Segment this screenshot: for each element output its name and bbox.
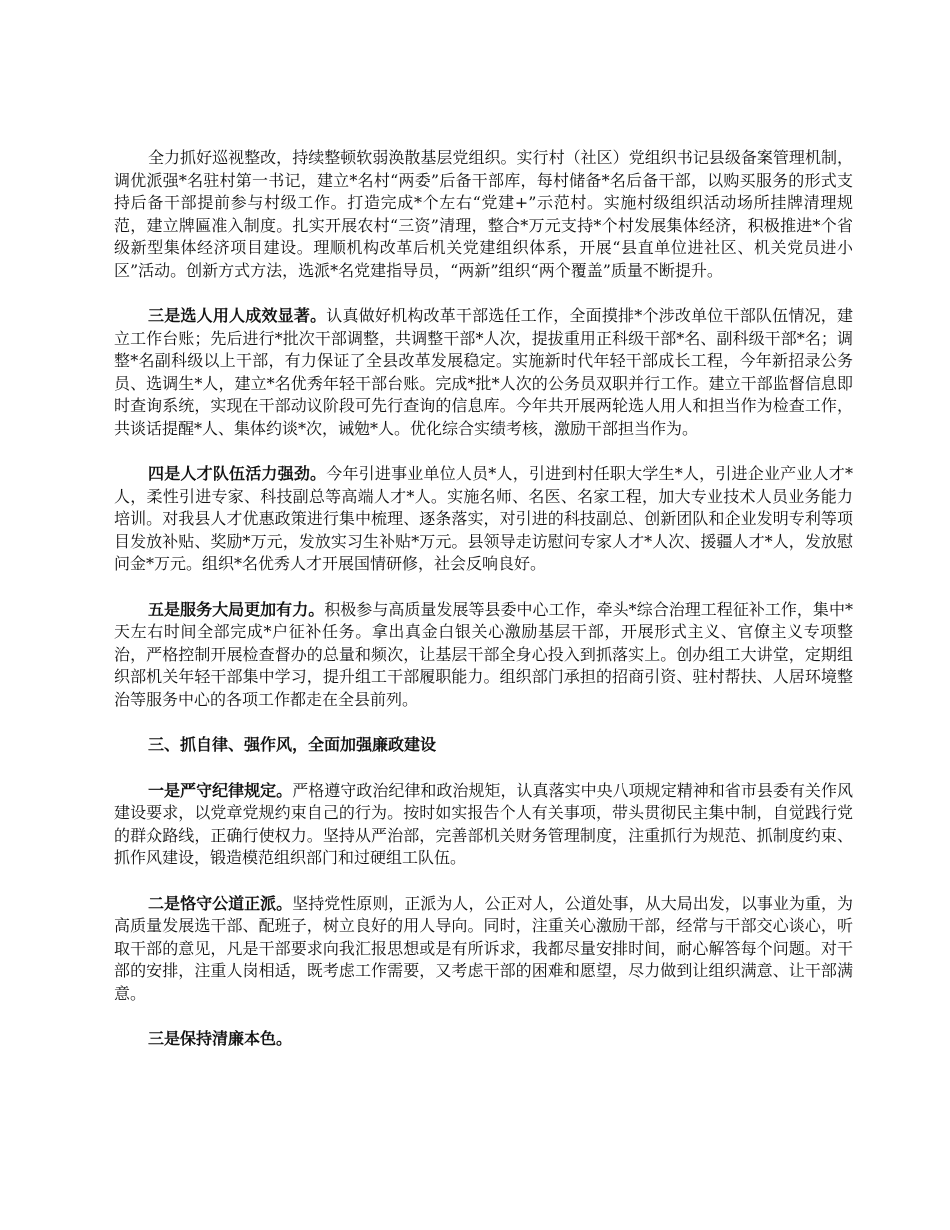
- paragraph-selection: [114, 305, 853, 440]
- paragraph-lead: 三是保持清廉本色。: [148, 1029, 293, 1048]
- paragraph-body: 全力抓好巡视整改，持续整顿软弱涣散基层党组织。实行村（社区）党组织书记县级备案管理机制，调优派强*名驻村第一书记，建立*名村“两委”后备干部库，每村储备*名后备干部，以购买服务的形式支持后备干部提前参与村级工作。打造完成*个左右“党建+”示范村。实施村级组织活动场所挂牌清理规范，建立牌匾准入制度。扎实开展农村“三资”清理，整合*万元支持*个村发展集体经济，积极推进*个省级新型集体经济项目建设。理顺机构改革后机关党建组织体系，开展“县直单位进社区、机关党员进小区”活动。创新方式方法，选派*名党建指导员，“两新”组织“两个覆盖”质量不断提升。: [114, 148, 853, 280]
- paragraph-lead: 二是恪守公道正派。: [148, 893, 293, 913]
- paragraph-body: 今年引进事业单位人员*人，引进到村任职大学生*人，引进企业产业人才*人，柔性引进专家、科技副总等高端人才*人。实施名师、名医、名家工程，加大专业技术人员业务能力培训。对我县人才优惠政策进行集中梳理、逐条落实，对引进的科技副总、创新团队和企业发明专利等项目发放补贴、奖励*万元，发放实习生补贴*万元。县领导走访慰问专家人才*人次、援疆人才*人，发放慰问金*万元。组织*名优秀人才开展国情研修，社会反响良好。: [114, 464, 853, 573]
- paragraph-service: [114, 599, 853, 712]
- paragraph-lead: 一是严守纪律规定。: [148, 780, 293, 800]
- paragraph-lead: 五是服务大局更加有力。: [148, 599, 325, 619]
- paragraph-body: 认真做好机构改革干部选任工作，全面摸排*个涉改单位干部队伍情况，建立工作台账；先后进行*批次干部调整，共调整干部*人次，提拔重用正科级干部*名、副科级干部*名；调整*名副科级以上干部，有力保证了全县改革发展稳定。实施新时代年轻干部成长工程，今年新招录公务员、选调生*人，建立*名优秀年轻干部台账。完成*批*人次的公务员双职并行工作。建立干部监督信息即时查询系统，实现在干部动议阶段可先行查询的信息库。今年共开展两轮选人用人和担当作为检查工作，共谈话提醒*人、集体约谈*次，诫勉*人。优化综合实绩考核，激励干部担当作为。: [114, 306, 853, 438]
- paragraph-discipline: [114, 780, 853, 870]
- paragraph-grassroots: [114, 147, 853, 282]
- section-heading: 三、抓自律、强作风，全面加强廉政建设: [148, 735, 437, 754]
- paragraph-body: 坚持党性原则，正派为人，公正对人，公道处事，从大局出发，以事业为重，为高质量发展选干部、配班子，树立良好的用人导向。同时，注重关心激励干部，经常与干部交心谈心，听取干部的意见，凡是干部要求向我汇报思想或是有所诉求，我都尽量安排时间，耐心解答每个问题。对干部的安排，注重人岗相适，既考虑工作需要，又考虑干部的困难和愿望，尽力做到让组织满意、让干部满意。: [114, 893, 853, 1003]
- paragraph-lead: 四是人才队伍活力强劲。: [148, 464, 327, 483]
- paragraph-lead: 三是选人用人成效显著。: [148, 306, 327, 325]
- paragraph-body: 积极参与高质量发展等县委中心工作，牵头*综合治理工程征补工作，集中*天左右时间全部完成*户征补任务。拿出真金白银关心激励基层干部，开展形式主义、官僚主义专项整治，严格控制开展检查督办的总量和频次，让基层干部全身心投入到抓落实上。创办组工大讲堂，定期组织部机关年轻干部集中学习，提升组工干部履职能力。组织部门承担的招商引资、驻村帮扶、人居环境整治等服务中心的各项工作都走在全县前列。: [114, 599, 853, 709]
- paragraph-fairness: [114, 893, 853, 1006]
- paragraph-talent: [114, 463, 853, 576]
- paragraph-body: 严格遵守政治纪律和政治规矩，认真落实中央八项规定精神和省市县委有关作风建设要求，以党章党规约束自己的行为。按时如实报告个人有关事项，带头贯彻民主集中制，自觉践行党的群众路线，正确行使权力。坚持从严治部，完善部机关财务管理制度，注重抓行为规范、抓制度约束、抓作风建设，锻造模范组织部门和过硬组工队伍。: [114, 780, 853, 867]
- document-page: [114, 147, 853, 1074]
- paragraph-integrity: [114, 1028, 853, 1051]
